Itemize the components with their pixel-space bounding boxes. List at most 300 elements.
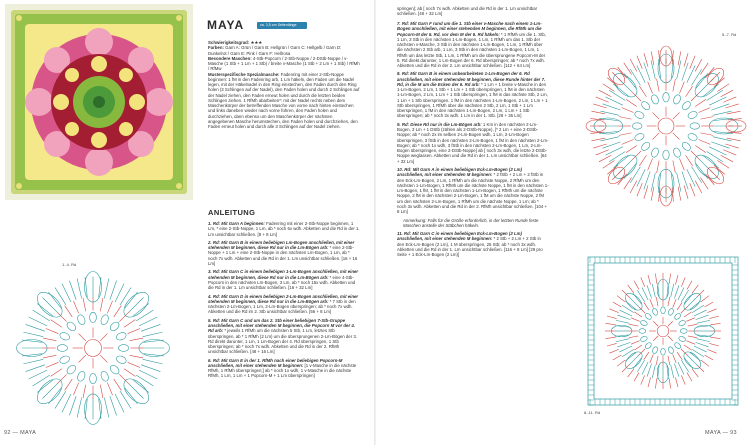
chart-popcorn xyxy=(100,370,110,382)
chart-popcorn xyxy=(652,308,659,316)
chart-stitch xyxy=(688,336,697,338)
chart-stitch xyxy=(673,112,680,119)
chart-stitch xyxy=(697,320,710,323)
chart-stitch xyxy=(619,346,631,352)
chart-stitch xyxy=(648,82,653,94)
instructions-continued: springen]; ab [ noch 7x wdh. Abketten und die Rd in der 1. Lm unsichtbar schließen. [48 + 32 Lm] xyxy=(397,6,538,17)
round-8-heading: 8. Rd: Mit Garn B in einem unbearbeiteten 1-Lm-Bogen der 6. Rd anschließen, mit einer stehenden M beginnen, diese Runde hinter der 7. Rd, in die M um die Ecken der 6. Rd arb: xyxy=(397,71,546,87)
chart-popcorn xyxy=(672,147,682,158)
chart-stitch xyxy=(642,362,648,374)
chart-stitch xyxy=(605,323,615,324)
chart-stitch xyxy=(115,394,124,412)
chart-popcorn xyxy=(76,370,86,382)
chart-popcorn xyxy=(687,132,698,142)
chart-popcorn xyxy=(634,132,645,142)
chart-popcorn xyxy=(632,123,642,129)
round-6 xyxy=(208,358,360,379)
chart-stitch xyxy=(694,346,706,352)
round-6-heading: 6. Rd: Mit Garn E in der 1. RfMh nach einer beliebigen Popcorn-M anschließen, mit einer stehenden M beginnen: xyxy=(208,357,343,368)
chart-stitch xyxy=(684,345,692,350)
chart-stitch xyxy=(675,275,678,285)
chart-stitch xyxy=(124,320,135,328)
material-line xyxy=(208,56,360,72)
material-line-heading: Besondere Maschen: xyxy=(208,55,252,61)
chart-stitch xyxy=(603,160,615,168)
chart-stitch xyxy=(115,284,124,302)
chart-stitch xyxy=(607,78,618,87)
chart-stitch xyxy=(648,377,651,387)
chart-stitch xyxy=(700,178,708,190)
chart-stitch xyxy=(143,359,163,364)
chart-stitch xyxy=(687,281,692,290)
chart-popcorn xyxy=(672,94,682,105)
chart-stitch xyxy=(618,174,627,185)
chart-stitch xyxy=(624,178,632,190)
round-7 xyxy=(397,21,549,68)
chart-stitch xyxy=(639,86,646,97)
round-8-text: * 1 Lm + 1 breite v-Masche in den 1-Lm-Bogen, 2 Lm, 1 Stb + 1 Lm + 1 Stb überspringen, 1 fM in den nächsten 1-Lm-Bogen, 2 Lm, 1 Lm + 1 Stb überspringen, 1 fM in das nächste Stb, 2 Lm, 1 Lm + 1 Stb überspringen, 1 fM in den nächsten 1-Lm-Bogen, 2 Lm, 1 Lm + 1 Stb überspringen, 1 RfMh über die nächsten 2 Stb, 2 Lm, 1 Stb + 1 Lm überspringen, 1 fM in den nächsten 1-Lm-Bogen, 2 Lm, 1 Lm + 1 Stb überspringen; ab * noch 3x wdh. 1 Lm in der 1. Stb. [28 + 36 Lm] xyxy=(397,81,548,119)
chart-stitch xyxy=(100,334,107,341)
chart-stitch xyxy=(699,108,711,113)
chart-popcorn xyxy=(640,335,648,342)
chart-stitch xyxy=(29,317,47,326)
round-10-text: * 2 fStb + 2 Lm + 2 fStb in den Eck-Lm-Bogen, 2 Lm, 1 RfMh um die nächste Noppe, 2 RfMh um den nächsten 1-Lm-Bogen, 1 RfMh um die nächste Noppe, 1 fM in den nächsten 1-Lm-Bogen, 1 fM, 1 fM in den nächsten 1-Lm-Bogen, 1 RfMh um die nächste Noppe, 2 fM in den nächsten 2-Lm-Bogen, 1 fM um die nächste Noppe, 2 fM um den nächsten 2-Lm-Bogen, 1 RfMh um die nächste Noppe, 1 Lm; ab * noch 3x wdh. Abketten und die Rd in der 2. RfMh unsichtbar schließen. [104 + 8 Lm] xyxy=(397,172,549,215)
chart-stitch xyxy=(600,137,619,141)
chart-stitch xyxy=(51,369,62,377)
chart-stitch xyxy=(100,298,103,311)
chart-stitch xyxy=(668,321,673,326)
chart-stitch xyxy=(673,354,677,362)
instructions-left-column xyxy=(208,221,360,382)
chart-stitch xyxy=(617,315,630,320)
chart-popcorn xyxy=(663,92,669,102)
chart-stitch xyxy=(617,296,625,302)
chart-stitch xyxy=(686,318,694,322)
chart-stitch xyxy=(701,133,714,135)
chart-stitch xyxy=(616,320,629,323)
chart-stitch xyxy=(46,362,59,367)
chart-stitch xyxy=(641,375,645,384)
chart-stitch xyxy=(644,352,649,360)
chart-stitch xyxy=(700,63,708,75)
chart-popcorn xyxy=(652,346,659,354)
chart-label-left: 1.-4. Rd xyxy=(62,262,77,267)
round-5 xyxy=(208,318,360,355)
chart-popcorn xyxy=(76,314,86,326)
chart-stitch xyxy=(77,398,82,418)
chart-popcorn xyxy=(65,320,77,332)
chart-stitch xyxy=(718,84,730,92)
chart-stitch xyxy=(673,133,680,140)
chart-stitch xyxy=(671,284,674,297)
chart-popcorn xyxy=(115,331,127,341)
chart-stitch xyxy=(652,284,655,297)
chart-stitch xyxy=(618,67,627,78)
chart-stitch xyxy=(107,383,112,396)
chart-stitch xyxy=(713,137,732,141)
chart-stitch xyxy=(605,97,622,105)
round-9 xyxy=(397,122,549,164)
chart-popcorn xyxy=(661,307,666,314)
chart-popcorn xyxy=(634,110,645,120)
chart-popcorn xyxy=(115,355,127,365)
chart-stitch xyxy=(648,159,653,171)
chart-stitch xyxy=(669,379,670,389)
chart-stitch xyxy=(65,379,73,390)
material-line-heading: Musterspezifische Spezialmasche: xyxy=(208,71,280,77)
chart-stitch xyxy=(634,312,642,317)
material-line-text: Garn A: Grün / Garn B: Hellgrün / Garn C: Hellgelb / Garn D: Dunkelrot / Garn E: Pink / Garn F: Hellrosa xyxy=(208,45,342,56)
note: Anmerkung: Falls für die Größe erforderlich, in der letzten Runde feste Maschen anstelle der Stäbchen häkeln. xyxy=(403,217,539,228)
chart-stitch xyxy=(609,349,618,353)
chart-stitch xyxy=(705,174,714,185)
chart-stitch xyxy=(628,285,634,293)
chart-stitch xyxy=(686,155,693,166)
chart-stitch xyxy=(607,316,617,319)
chart-stitch xyxy=(707,349,716,353)
chart-stitch xyxy=(711,104,729,110)
chart-stitch xyxy=(607,165,618,174)
chart-stitch xyxy=(709,316,719,319)
chart-stitch xyxy=(655,379,656,389)
chart-stitch xyxy=(678,287,684,299)
chart-stitch xyxy=(681,375,685,384)
chart-popcorn xyxy=(663,150,669,160)
chart-stitch xyxy=(644,63,650,81)
chart-stitch xyxy=(139,370,157,379)
chart-stitch xyxy=(701,360,709,366)
chart-stitch xyxy=(104,398,109,418)
chart-stitch xyxy=(43,338,56,341)
chart-stitch xyxy=(696,342,709,347)
chart-popcorn xyxy=(650,147,660,158)
chart-stitch xyxy=(62,284,71,302)
chart-stitch xyxy=(29,370,47,379)
crochet-square-photo xyxy=(5,4,193,200)
chart-stitch xyxy=(674,364,679,377)
pattern-title: MAYA xyxy=(207,18,245,32)
chart-stitch xyxy=(644,302,649,310)
chart-stitch xyxy=(73,383,78,396)
round-5-heading: 5. Rd: Mit Garn C und um das 2. Stb einer beliebigen 7-Stb-Gruppe anschließen, mit einer stehenden M beginnen, die Popcorn M vor der 4. Rd arb: xyxy=(208,317,355,334)
material-line xyxy=(208,72,360,130)
chart-popcorn xyxy=(640,141,651,152)
chart-stitch xyxy=(46,328,59,333)
chart-stitch xyxy=(637,169,645,186)
chart-popcorn xyxy=(119,345,129,352)
chart-stitch xyxy=(73,301,78,314)
chart-stitch xyxy=(686,86,693,97)
chart-stitch xyxy=(653,336,658,341)
chart-stitch xyxy=(141,365,160,372)
crochet-chart-rounds-8-11 xyxy=(580,255,746,407)
chart-stitch xyxy=(647,364,652,377)
chart-stitch xyxy=(631,318,639,322)
chart-stitch xyxy=(110,396,117,415)
chart-stitch xyxy=(714,165,725,174)
chart-stitch xyxy=(705,302,714,307)
chart-popcorn xyxy=(681,100,692,111)
chart-stitch xyxy=(718,160,730,168)
round-11 xyxy=(397,231,549,257)
chart-stitch xyxy=(619,133,632,135)
chart-stitch xyxy=(110,281,117,300)
material-line-heading: Farben: xyxy=(208,45,224,51)
material-line-text: Fadenring mit einer 2-Stb-Noppe beginnen: 1 fM in den Fadenring arb, 1 Lm häkeln, den Faden um die Nadel legen, mit der Häkelnadel in den Ring einstechen, den Faden durch den Ring holen (3 Schlingen auf der Nadel), den Faden holen und durch 2 Schlingen auf der Nadel ziehen, den Faden erneut holen und durch die letzten beiden Schlingen ziehen. 1 RfMh abarbeiten*: mit der Nadel rechts neben dem Maschenkörper der betreffenden Masche von vorne nach hinten einstechen und links daneben wieder nach vorne führen, den Faden holen und durchziehen, dann ebenso um den Maschenkörper der nächsten angegebenen Masche herumstechen, den Faden holen und durchziehen, den Faden erneut holen und durch alle 3 Schlingen auf der Nadel ziehen. xyxy=(208,71,360,129)
chart-stitch xyxy=(79,334,86,341)
chart-stitch xyxy=(668,336,673,341)
material-line-heading: Schwierigkeitsgrad: xyxy=(208,40,250,45)
round-2-heading: 2. Rd: Mit Garn B in einem beliebigen Lm-Bogen anschließen, mit einer stehenden M beginnen, diese Rd nur in die Lm-Bögen arb: xyxy=(208,239,355,251)
chart-stitch xyxy=(707,309,716,313)
chart-popcorn xyxy=(674,312,682,320)
chart-stitch xyxy=(630,59,637,71)
chart-stitch xyxy=(642,287,648,299)
crochet-chart-rounds-5-7 xyxy=(578,28,750,224)
chart-stitch xyxy=(697,339,710,342)
chart-stitch xyxy=(671,365,674,378)
material-line xyxy=(208,45,360,56)
chart-popcorn xyxy=(644,342,652,350)
chart-stitch xyxy=(651,60,655,79)
chart-stitch xyxy=(669,273,670,283)
chart-stitch xyxy=(641,277,645,286)
chart-stitch xyxy=(77,278,82,298)
chart-stitch xyxy=(657,79,659,92)
round-10 xyxy=(397,167,549,214)
chart-stitch xyxy=(619,310,631,316)
chart-stitch xyxy=(679,82,684,94)
chart-popcorn xyxy=(57,345,67,352)
chart-stitch xyxy=(695,99,706,106)
round-7-heading: 7. Rd: Mit Garn F rund um die 1. Stb einer v-Masche nach einem 1-Lm-Bogen anschließen, mit einer stehenden M beginnen, die RfMh um die Popcorn-M der 5. Rd, vor dem M der 6. Rd häkeln: xyxy=(397,21,542,37)
chart-popcorn xyxy=(678,320,686,327)
chart-stitch xyxy=(721,155,733,162)
chart-stitch xyxy=(682,63,688,81)
chart-stitch xyxy=(644,171,650,189)
chart-stitch xyxy=(617,342,630,347)
chart-stitch xyxy=(83,298,86,311)
chart-stitch xyxy=(682,171,688,189)
chart-stitch xyxy=(694,310,706,316)
chart-popcorn xyxy=(640,100,651,111)
chart-stitch xyxy=(51,320,62,328)
chart-popcorn xyxy=(100,314,110,326)
chart-stitch xyxy=(650,354,654,362)
chart-stitch xyxy=(629,324,638,326)
chart-stitch xyxy=(130,355,143,358)
round-1 xyxy=(208,221,360,237)
chart-stitch xyxy=(624,63,632,75)
chart-stitch xyxy=(128,362,141,367)
chart-stitch xyxy=(130,338,143,341)
chart-stitch xyxy=(630,181,637,193)
chart-stitch xyxy=(626,146,637,153)
chart-popcorn xyxy=(650,94,660,105)
round-11-heading: 11. Rd: Mit Garn C in einem beliebigen Eck-Lm-Bogen (2 Lm) anschließen, mit einer stehenden M beginnen: xyxy=(397,231,522,242)
round-9-text: 1 Km in den nächsten 2-Lm-Bogen, 3 Lm + 1 DStb (zählen als 2-DStb-Noppe), [* 2 Lm + eine 2-DStb-Noppe; ab * noch 2x im selben 2-Lm-Bogen wdh, 1 Lm, 2-Lm-Bogen überspringen, 3 fStb in den nächsten 2-Lm-Bogen, 1 fM in den nächsten 2-Lm-Bogen; ab * noch 1x wdh, 3 fStb in den nächsten 2-Lm-Bogen, 1 Lm, 2-Lm-Bogen überspringen, eine 2-DStb-Noppe] ab [ noch 3x wdh, die letzte 2-DStb-Noppe weglassen. Abketten und die Rd in der 1. Lm unsichtbar schließen. [64 + 32 Lm] xyxy=(397,121,549,164)
chart-stitch xyxy=(652,133,659,140)
round-10-heading: 10. Rd: Mit Garn A in einem beliebigen Eck-Lm-Bogen (2 Lm) anschließen, mit einer stehenden M beginnen: xyxy=(397,167,522,178)
chart-stitch xyxy=(721,90,733,97)
round-2-text: * eine 2-Stb-Noppe + 1 Lm + eine 2-Stb-Noppe in den nächsten Lm-Bogen, 1 Lm, ab * noch 7x wdh. Abketten und die Rd in der 1. Lm unsichtbar schließen. [16 + 16 Lm] xyxy=(208,245,358,266)
round-9-heading: 9. Rd: Diese Rd nur in die Lm-Bögen arb: xyxy=(397,121,482,127)
chart-popcorn xyxy=(639,329,646,334)
instructions-right-column xyxy=(397,21,549,261)
chart-stitch xyxy=(675,377,678,387)
round-11-text: * 2 Stb + 2 Lm + 2 Stb in den Eck-Lm-Bogen (2 Lm), 1 M überspringen, 25 Stb; ab * noch 3x wdh. Abketten und die Rd in der 1. Lm unsichtbar schließen. [116 + 8 Lm] [29 pro Seite + 1 Eck-Lm-Bogen (2 Lm)] xyxy=(397,236,543,258)
material-line-text: 4-Stb-Popcorn / 2-Stb-Noppe / 2-DStb-Noppe / v-Masche (1 Stb + 1 Lm + 1 Stb) / breite v-Masche (1 Stb + 2 Lm + 1 Stb) / RfMh / RfMw xyxy=(208,55,360,72)
chart-ring xyxy=(85,340,102,357)
chart-stitch xyxy=(673,161,675,174)
chart-stitch xyxy=(43,355,56,358)
chart-stitch xyxy=(23,359,43,364)
chart-popcorn xyxy=(687,110,698,120)
chart-stitch xyxy=(701,296,709,302)
chart-stitch xyxy=(673,299,677,307)
chart-popcorn xyxy=(59,331,71,341)
chart-stitch xyxy=(692,285,698,293)
page-gutter xyxy=(374,0,376,445)
chart-stitch xyxy=(713,111,732,115)
chart-stitch xyxy=(26,324,45,331)
chart-stitch xyxy=(599,90,611,97)
round-4-text: * 7 Stb in den nächsten 2-Lm-Bogen, 1 Lm, 2-Lm-Bogen überspringen; ab * noch 7x wdh. Abketten und die Rd im 2. Stb unsichtbar schließen. [56 + 8 Lm] xyxy=(208,298,356,315)
chart-stitch xyxy=(609,309,618,313)
chart-stitch xyxy=(679,159,684,171)
round-8 xyxy=(397,71,549,118)
chart-stitch xyxy=(652,112,659,119)
chart-stitch xyxy=(603,104,621,110)
size-badge: ca. 3,5 cm Seitenlänge xyxy=(257,22,307,29)
chart-stitch xyxy=(100,385,103,398)
chart-stitch xyxy=(647,285,652,298)
chart-stitch xyxy=(687,65,695,82)
chart-stitch xyxy=(603,142,621,148)
chart-stitch xyxy=(104,278,109,298)
chart-stitch xyxy=(668,297,670,306)
chart-stitch xyxy=(711,142,729,148)
chart-stitch xyxy=(709,147,726,155)
chart-stitch xyxy=(687,373,692,382)
chart-label-right-bottom: 8.-11. Rd xyxy=(584,410,601,415)
chart-stitch xyxy=(607,343,617,346)
chart-stitch xyxy=(677,352,682,360)
chart-stitch xyxy=(677,60,681,79)
chart-stitch xyxy=(124,369,135,377)
chart-stitch xyxy=(692,369,698,377)
chart-stitch xyxy=(684,312,692,317)
chart-stitch xyxy=(650,299,654,307)
chart-stitch xyxy=(114,379,122,390)
chart-popcorn xyxy=(667,346,674,354)
chart-popcorn xyxy=(90,374,97,384)
chart-stitch xyxy=(613,355,622,360)
chart-stitch xyxy=(696,315,709,320)
round-3-text: * eine 4-Stb-Popcorn in den nächsten Lm-Bogen, 3 Lm, ab * noch 15x wdh. Abketten und die Rd in der 1. Lm unsichtbar schließen. [16 + 32 Lm] xyxy=(208,274,356,291)
chart-stitch xyxy=(637,65,645,82)
chart-stitch xyxy=(656,297,658,306)
chart-popcorn xyxy=(109,320,121,332)
round-6-text: [1 v-Masche in die nächste RfMh, 1 RfMh überspringen;] ab * noch 1x wdh, 1 v-Masche in die nächste RfMh, 1 Lm, 1 Lm + 1 Popcorn-M + 1 Lm überspringen] xyxy=(208,362,357,379)
chart-stitch xyxy=(622,108,634,113)
chart-stitch xyxy=(599,155,611,162)
chart-stitch xyxy=(674,285,679,298)
chart-stitch xyxy=(100,355,107,362)
round-1-text: Fadenring mit einer 2-Stb-Noppe beginnen, 1 Lm, * eine 2-Stb-Noppe, 1 Lm, ab * noch 6x wdh. Abketten und die Rd in der 1. Lm unsichtbar schließen. [8 + 8 Lm] xyxy=(208,221,360,237)
chart-popcorn xyxy=(65,364,77,376)
chart-stitch xyxy=(628,369,634,377)
chart-stitch xyxy=(605,147,622,155)
chart-popcorn xyxy=(678,335,686,342)
crochet-chart-rounds-1-4 xyxy=(4,266,182,430)
chart-stitch xyxy=(681,277,685,286)
chart-stitch xyxy=(69,281,76,300)
chart-stitch xyxy=(23,332,43,337)
chart-stitch xyxy=(648,275,651,285)
chart-stitch xyxy=(709,97,726,105)
chart-stitch xyxy=(695,181,702,193)
round-1-heading: 1. Rd: Mit Garn A beginnen: xyxy=(208,221,265,226)
chart-stitch xyxy=(656,356,658,365)
chart-stitch xyxy=(705,67,714,78)
round-3 xyxy=(208,269,360,290)
material-line-text: ★★★ xyxy=(249,40,263,45)
chart-stitch xyxy=(639,155,646,166)
chart-stitch xyxy=(677,173,681,192)
chart-stitch xyxy=(687,169,695,186)
chart-stitch xyxy=(626,99,637,106)
chart-popcorn xyxy=(667,308,674,316)
chart-stitch xyxy=(62,394,71,412)
chart-stitch xyxy=(143,332,163,337)
chart-stitch xyxy=(677,302,682,310)
chart-stitch xyxy=(617,360,625,366)
chart-stitch xyxy=(605,337,615,338)
chart-stitch xyxy=(600,111,619,115)
chart-stitch xyxy=(616,339,629,342)
chart-stitch xyxy=(26,365,45,372)
chart-stitch xyxy=(699,139,711,144)
chart-stitch xyxy=(613,302,622,307)
chart-stitch xyxy=(709,343,719,346)
section-title: ANLEITUNG xyxy=(208,208,256,217)
chart-stitch xyxy=(139,317,157,326)
chart-popcorn xyxy=(644,312,652,320)
chart-popcorn xyxy=(109,364,121,376)
chart-stitch xyxy=(141,324,160,331)
chart-popcorn xyxy=(674,342,682,350)
chart-ring xyxy=(658,118,674,134)
page-number-left: 92 — MAYA xyxy=(4,430,37,436)
chart-stitch xyxy=(114,306,122,317)
round-4-heading: 4. Rd: Mit Garn D in einem beliebigen 2-Lm-Bogen anschließen, mit einer stehenden M beginnen, diese Rd nur in die Lm-Bögen arb: xyxy=(208,293,359,304)
chart-popcorn xyxy=(681,141,692,152)
chart-stitch xyxy=(629,336,638,338)
chart-popcorn xyxy=(90,312,97,322)
chart-stitch xyxy=(651,173,655,192)
chart-stitch xyxy=(705,355,714,360)
chart-stitch xyxy=(107,301,112,314)
chart-stitch xyxy=(686,341,694,345)
materials-block xyxy=(208,40,360,129)
chart-stitch xyxy=(695,146,706,153)
chart-stitch xyxy=(83,385,86,398)
round-5-text: * jeweils 1 RfMh um die nächsten 5 Stb, 1 Lm, letztes Stb überspringen, ab * 1 RfMh (2 Lm) um die übersprungenen 2-Lm-Bögen der 3. Rd direkt darunter, 1 Lm, 1 Lm-Bogen der 4. Rd überspringen, 1 Stb überspringen; ab * noch 7x wdh. Abketten und die Rd in der 2. RfMh unsichtbar schließen. [48 + 16 Lm] xyxy=(208,328,357,355)
chart-stitch xyxy=(619,117,632,119)
chart-stitch xyxy=(657,161,659,174)
chart-stitch xyxy=(688,324,697,326)
